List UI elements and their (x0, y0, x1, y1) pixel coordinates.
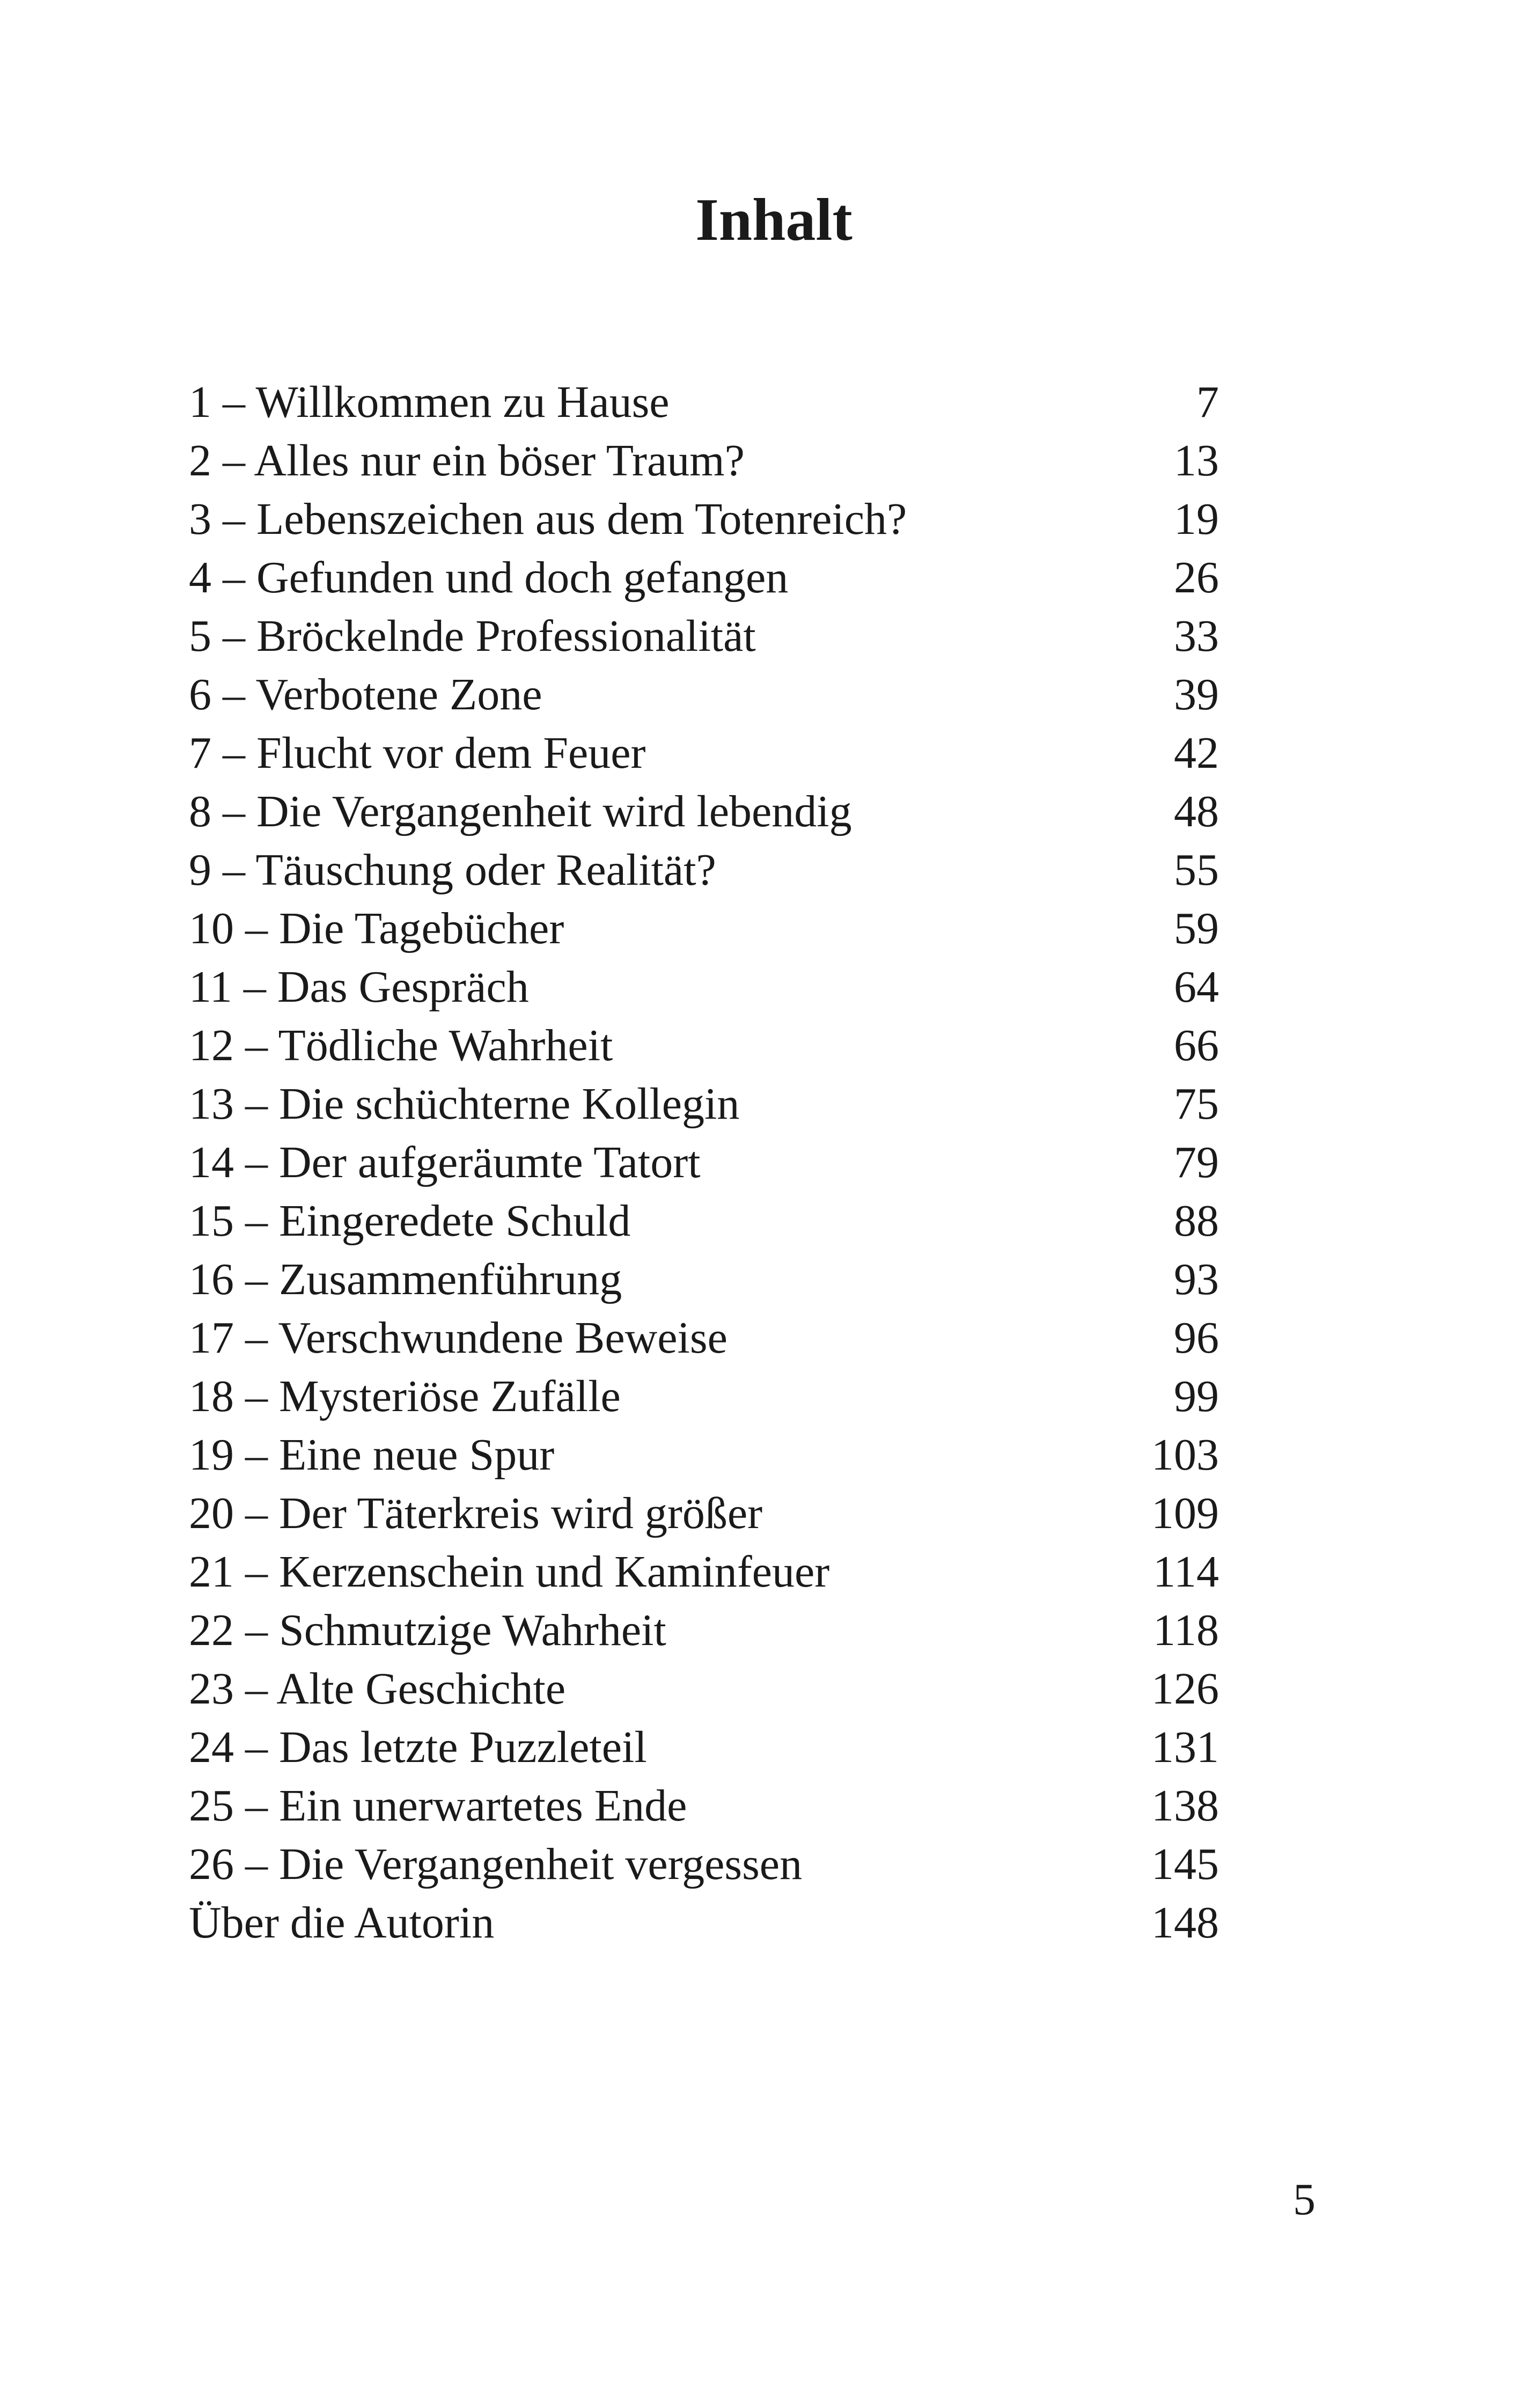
toc-entry-title: 25 – Ein unerwartetes Ende (189, 1781, 687, 1831)
toc-entry-title: 10 – Die Tagebücher (189, 904, 564, 953)
toc-entry (189, 1016, 1219, 1075)
table-of-contents (189, 373, 1219, 1952)
toc-entry-title: 17 – Verschwundene Beweise (189, 1313, 728, 1363)
toc-entry (189, 1133, 1219, 1192)
toc-entry (189, 490, 1219, 548)
toc-entry-title: 20 – Der Täterkreis wird größer (189, 1488, 763, 1538)
toc-entry-title: 8 – Die Vergangenheit wird lebendig (189, 787, 852, 836)
toc-entry-title: 24 – Das letzte Puzzleteil (189, 1722, 647, 1772)
toc-entry-title: 14 – Der aufgeräumte Tatort (189, 1137, 701, 1187)
toc-entry (189, 1367, 1219, 1426)
toc-entry-page: 103 (1151, 1430, 1219, 1480)
toc-entry-page: 59 (1174, 904, 1219, 953)
toc-entry (189, 782, 1219, 841)
toc-entry-page: 48 (1174, 787, 1219, 836)
toc-entry (189, 1426, 1219, 1484)
toc-entry-page: 138 (1151, 1781, 1219, 1831)
toc-entry (189, 1543, 1219, 1601)
toc-entry (189, 373, 1219, 431)
toc-entry-page: 126 (1151, 1664, 1219, 1714)
toc-entry (189, 1250, 1219, 1309)
toc-entry-title: 13 – Die schüchterne Kollegin (189, 1079, 740, 1129)
toc-entry-title: 6 – Verbotene Zone (189, 670, 542, 720)
toc-entry-page: 93 (1174, 1254, 1219, 1304)
toc-entry (189, 548, 1219, 607)
toc-entry-title: 15 – Eingeredete Schuld (189, 1196, 631, 1246)
toc-entry (189, 1192, 1219, 1250)
toc-entry-title: 21 – Kerzenschein und Kaminfeuer (189, 1547, 830, 1597)
toc-entry-title: 9 – Täuschung oder Realität? (189, 845, 716, 895)
toc-entry (189, 1484, 1219, 1543)
toc-entry-page: 99 (1174, 1371, 1219, 1421)
toc-entry-page: 19 (1174, 494, 1219, 544)
toc-entry-title: 12 – Tödliche Wahrheit (189, 1021, 613, 1070)
toc-entry (189, 665, 1219, 724)
toc-entry (189, 1776, 1219, 1835)
toc-entry (189, 724, 1219, 782)
toc-entry-title: 2 – Alles nur ein böser Traum? (189, 436, 745, 486)
toc-entry-page: 39 (1174, 670, 1219, 720)
toc-entry (189, 607, 1219, 665)
toc-entry-page: 75 (1174, 1079, 1219, 1129)
toc-entry (189, 841, 1219, 899)
toc-entry-title: 23 – Alte Geschichte (189, 1664, 566, 1714)
toc-entry-title: 7 – Flucht vor dem Feuer (189, 728, 646, 778)
toc-entry-page: 131 (1151, 1722, 1219, 1772)
toc-entry-page: 64 (1174, 962, 1219, 1012)
toc-entry-page: 13 (1174, 436, 1219, 486)
toc-entry-page: 109 (1151, 1488, 1219, 1538)
toc-entry-page: 88 (1174, 1196, 1219, 1246)
toc-entry (189, 899, 1219, 958)
toc-entry-page: 33 (1174, 611, 1219, 661)
toc-entry-page: 7 (1196, 377, 1219, 427)
toc-entry-title: 3 – Lebenszeichen aus dem Totenreich? (189, 494, 907, 544)
toc-entry-page: 66 (1174, 1021, 1219, 1070)
toc-entry-page: 26 (1174, 553, 1219, 603)
toc-entry-title: 11 – Das Gespräch (189, 962, 529, 1012)
toc-entry-title: 19 – Eine neue Spur (189, 1430, 555, 1480)
toc-entry (189, 1835, 1219, 1893)
toc-entry-page: 145 (1151, 1839, 1219, 1889)
toc-entry-page: 118 (1153, 1605, 1219, 1655)
toc-entry-title: 5 – Bröckelnde Professionalität (189, 611, 756, 661)
toc-entry (189, 1309, 1219, 1367)
toc-entry (189, 1601, 1219, 1660)
toc-entry-title: 1 – Willkommen zu Hause (189, 377, 670, 427)
toc-entry-title: 16 – Zusammenführung (189, 1254, 622, 1304)
toc-entry-title: 26 – Die Vergangenheit vergessen (189, 1839, 803, 1889)
toc-entry-page: 148 (1151, 1898, 1219, 1948)
toc-entry-title: 18 – Mysteriöse Zufälle (189, 1371, 621, 1421)
toc-entry-page: 96 (1174, 1313, 1219, 1363)
toc-entry (189, 1718, 1219, 1776)
toc-entry-title: 4 – Gefunden und doch gefangen (189, 553, 789, 603)
toc-entry-page: 79 (1174, 1137, 1219, 1187)
toc-entry-page: 55 (1174, 845, 1219, 895)
toc-entry (189, 1660, 1219, 1718)
page-title: Inhalt (695, 187, 853, 253)
page-number: 5 (1293, 2175, 1316, 2225)
toc-entry (189, 431, 1219, 490)
toc-entry-page: 114 (1153, 1547, 1219, 1597)
toc-entry (189, 958, 1219, 1016)
toc-entry (189, 1075, 1219, 1133)
toc-entry-page: 42 (1174, 728, 1219, 778)
toc-entry-title: 22 – Schmutzige Wahrheit (189, 1605, 666, 1655)
toc-entry-title: Über die Autorin (189, 1898, 495, 1948)
toc-entry (189, 1893, 1219, 1952)
